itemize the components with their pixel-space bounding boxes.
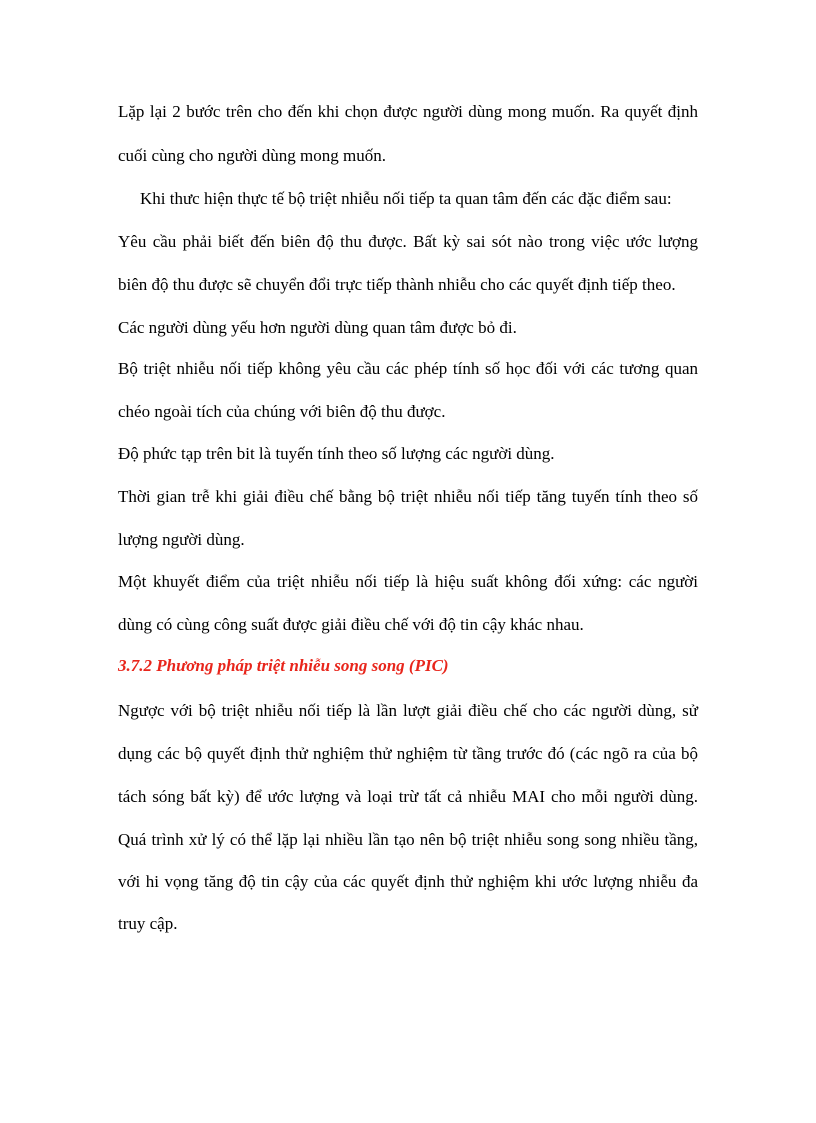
text-line: Bộ triệt nhiễu nối tiếp không yêu cầu các phép tính số học đối với các tương quan xyxy=(118,359,698,378)
text-line: dụng các bộ quyết định thử nghiệm thử nghiệm từ tầng trước đó (các ngõ ra của bộ xyxy=(118,744,698,763)
text-line: chéo ngoài tích của chúng với biên độ thu được. xyxy=(118,402,446,421)
text-line: tách sóng bất kỳ) để ước lượng và loại trừ tất cả nhiễu MAI cho mỗi người dùng. xyxy=(118,787,698,806)
text-line: Một khuyết điểm của triệt nhiễu nối tiếp là hiệu suất không đối xứng: các người xyxy=(118,572,698,591)
text-line: Thời gian trễ khi giải điều chế bằng bộ triệt nhiễu nối tiếp tăng tuyến tính theo số xyxy=(118,487,698,506)
section-heading: 3.7.2 Phương pháp triệt nhiễu song song (PIC) xyxy=(118,656,449,675)
text-line: Độ phức tạp trên bit là tuyến tính theo số lượng các người dùng. xyxy=(118,444,555,463)
text-line: Yêu cầu phải biết đến biên độ thu được. Bất kỳ sai sót nào trong việc ước lượng xyxy=(118,232,698,251)
text-line: Ngược với bộ triệt nhiễu nối tiếp là lần lượt giải điều chế cho các người dùng, sử xyxy=(118,701,698,720)
text-line: Khi thưc hiện thực tế bộ triệt nhiễu nối tiếp ta quan tâm đến các đặc điểm sau: xyxy=(140,189,672,208)
text-line: biên độ thu được sẽ chuyển đổi trực tiếp thành nhiễu cho các quyết định tiếp theo. xyxy=(118,275,676,294)
text-line: Lặp lại 2 bước trên cho đến khi chọn được người dùng mong muốn. Ra quyết định xyxy=(118,102,698,121)
text-line: lượng người dùng. xyxy=(118,530,245,549)
text-line: dùng có cùng công suất được giải điều chế với độ tin cậy khác nhau. xyxy=(118,615,584,634)
text-line: truy cập. xyxy=(118,914,178,933)
text-line: với hi vọng tăng độ tin cậy của các quyết định thử nghiệm khi ước lượng nhiễu đa xyxy=(118,872,698,891)
text-line: cuối cùng cho người dùng mong muốn. xyxy=(118,146,386,165)
text-line: Các người dùng yếu hơn người dùng quan tâm được bỏ đi. xyxy=(118,318,517,337)
text-line: Quá trình xử lý có thể lặp lại nhiều lần tạo nên bộ triệt nhiễu song song nhiều tầng, xyxy=(118,830,698,849)
